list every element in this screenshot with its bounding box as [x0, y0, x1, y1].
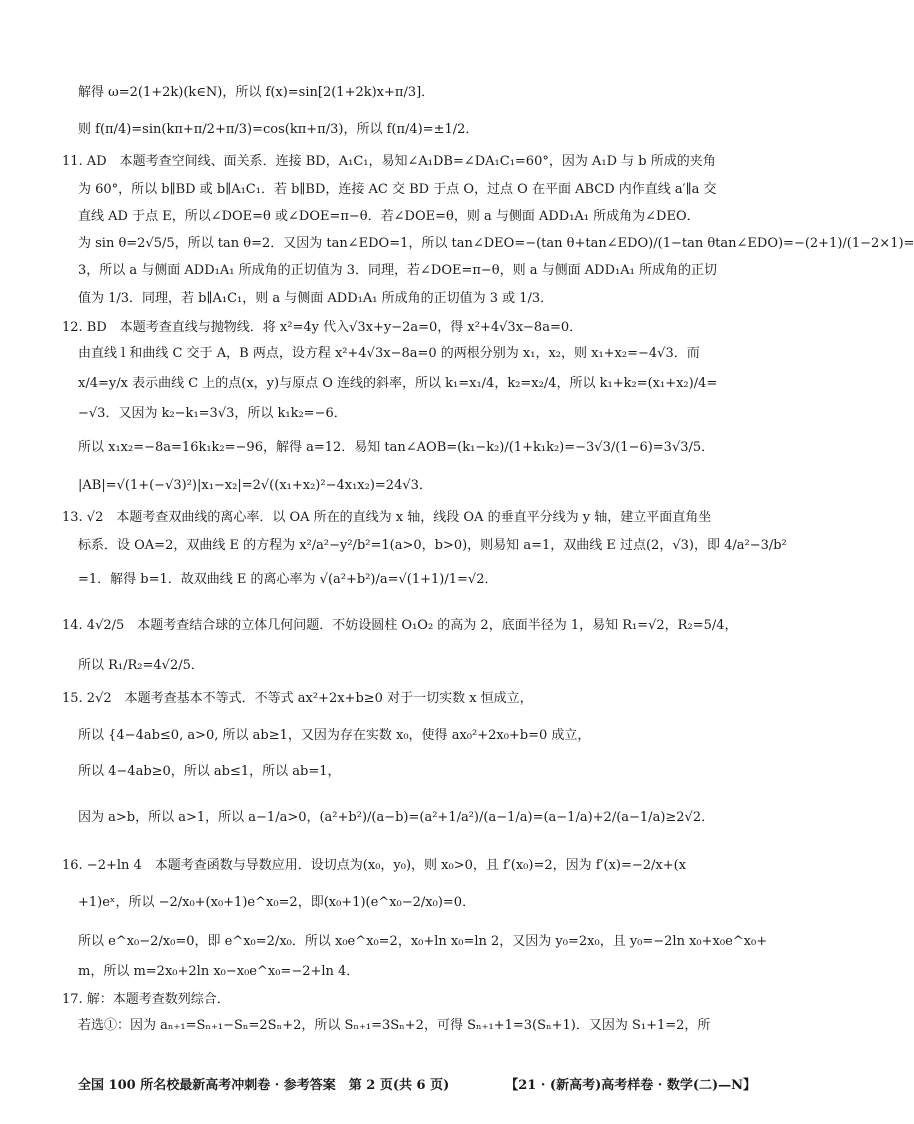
footer-left: 全国 100 所名校最新高考冲刺卷 · 参考答案 第 2 页(共 6 页)	[78, 1078, 450, 1093]
page-footer	[78, 1074, 756, 1093]
text-line: 11. AD 本题考查空间线、面关系．连接 BD，A₁C₁，易知∠A₁DB=∠DA₁C₁=60°，因为 A₁D 与 b 所成的夹角	[62, 154, 716, 169]
text-line: m，所以 m=2x₀+2ln x₀−x₀e^x₀=−2+ln 4．	[78, 964, 360, 979]
text-line: 直线 AD 于点 E，所以∠DOE=θ 或∠DOE=π−θ．若∠DOE=θ，则 a 与侧面 ADD₁A₁ 所成角为∠DEO．	[78, 209, 700, 224]
text-line: 由直线 l 和曲线 C 交于 A，B 两点，设方程 x²+4√3x−8a=0 的两根分别为 x₁，x₂，则 x₁+x₂=−4√3．而	[78, 346, 700, 361]
text-line: 值为 1/3．同理，若 b∥A₁C₁，则 a 与侧面 ADD₁A₁ 所成角的正切值为 3 或 1/3．	[78, 291, 554, 306]
text-line: =1．解得 b=1．故双曲线 E 的离心率为 √(a²+b²)/a=√(1+1)/1=√2．	[78, 572, 498, 587]
text-line: 为 60°，所以 b∥BD 或 b∥A₁C₁．若 b∥BD，连接 AC 交 BD 于点 O，过点 O 在平面 ABCD 内作直线 a′∥a 交	[78, 182, 717, 197]
text-line: 所以 e^x₀−2/x₀=0，即 e^x₀=2/x₀．所以 x₀e^x₀=2，x₀+ln x₀=ln 2，又因为 y₀=2x₀，且 y₀=−2ln x₀+x₀e^x₀+	[78, 934, 768, 949]
text-line: 13. √2 本题考查双曲线的离心率．以 OA 所在的直线为 x 轴，线段 OA 的垂直平分线为 y 轴，建立平面直角坐	[62, 510, 712, 525]
text-line: 为 sin θ=2√5/5，所以 tan θ=2．又因为 tan∠EDO=1，所以 tan∠DEO=−(tan θ+tan∠EDO)/(1−tan θtan∠EDO)=−(2+1)/(1−2×1)=	[78, 236, 914, 251]
text-line: −√3．又因为 k₂−k₁=3√3，所以 k₁k₂=−6．	[78, 406, 347, 421]
text-line: 17. 解：本题考查数列综合．	[62, 992, 230, 1007]
text-line: 16. −2+ln 4 本题考查函数与导数应用．设切点为(x₀，y₀)，则 x₀>0，且 f′(x₀)=2，因为 f′(x)=−2/x+(x	[62, 858, 687, 873]
text-line: 所以 x₁x₂=−8a=16k₁k₂=−96，解得 a=12．易知 tan∠AOB=(k₁−k₂)/(1+k₁k₂)=−3√3/(1−6)=3√3/5．	[78, 440, 715, 455]
text-line: 14. 4√2/5 本题考查结合球的立体几何问题．不妨设圆柱 O₁O₂ 的高为 2，底面半径为 1，易知 R₁=√2，R₂=5/4，	[62, 618, 738, 633]
text-line: 因为 a>b，所以 a>1，所以 a−1/a>0，(a²+b²)/(a−b)=(a²+1/a²)/(a−1/a)=(a−1/a)+2/(a−1/a)≥2√2．	[78, 810, 715, 825]
text-line: 若选①：因为 aₙ₊₁=Sₙ₊₁−Sₙ=2Sₙ+2，所以 Sₙ₊₁=3Sₙ+2，可得 Sₙ₊₁+1=3(Sₙ+1)．又因为 S₁+1=2，所	[78, 1018, 711, 1033]
text-line: 3，所以 a 与侧面 ADD₁A₁ 所成角的正切值为 3．同理，若∠DOE=π−θ，则 a 与侧面 ADD₁A₁ 所成角的正切	[78, 263, 717, 278]
text-line: 所以 4−4ab≥0，所以 ab≤1，所以 ab=1，	[78, 764, 341, 779]
text-line: 所以 {4−4ab≤0, a>0, 所以 ab≥1，又因为存在实数 x₀，使得 ax₀²+2x₀+b=0 成立，	[78, 728, 591, 743]
text-line: 15. 2√2 本题考查基本不等式．不等式 ax²+2x+b≥0 对于一切实数 x 恒成立，	[62, 691, 533, 706]
text-line: +1)eˣ，所以 −2/x₀+(x₀+1)e^x₀=2，即(x₀+1)(e^x₀−2/x₀)=0．	[78, 895, 476, 910]
text-line: 解得 ω=2(1+2k)(k∈N)，所以 f(x)=sin[2(1+2k)x+π/3]．	[78, 85, 435, 100]
text-line: 所以 R₁/R₂=4√2/5．	[78, 658, 204, 673]
text-line: 12. BD 本题考查直线与抛物线．将 x²=4y 代入√3x+y−2a=0，得 x²+4√3x−8a=0．	[62, 320, 583, 335]
footer-right: 【21 · (新高考)高考样卷 · 数学(二)—N】	[505, 1078, 756, 1093]
text-line: 则 f(π/4)=sin(kπ+π/2+π/3)=cos(kπ+π/3)，所以 f(π/4)=±1/2．	[78, 122, 479, 137]
text-line: 标系．设 OA=2，双曲线 E 的方程为 x²/a²−y²/b²=1(a>0，b>0)，则易知 a=1，双曲线 E 过点(2，√3)，即 4/a²−3/b²	[78, 538, 787, 553]
text-line: x/4=y/x 表示曲线 C 上的点(x，y)与原点 O 连线的斜率，所以 k₁=x₁/4，k₂=x₂/4，所以 k₁+k₂=(x₁+x₂)/4=	[78, 376, 718, 391]
text-line: |AB|=√(1+(−√3)²)|x₁−x₂|=2√((x₁+x₂)²−4x₁x₂)=24√3．	[78, 478, 432, 493]
